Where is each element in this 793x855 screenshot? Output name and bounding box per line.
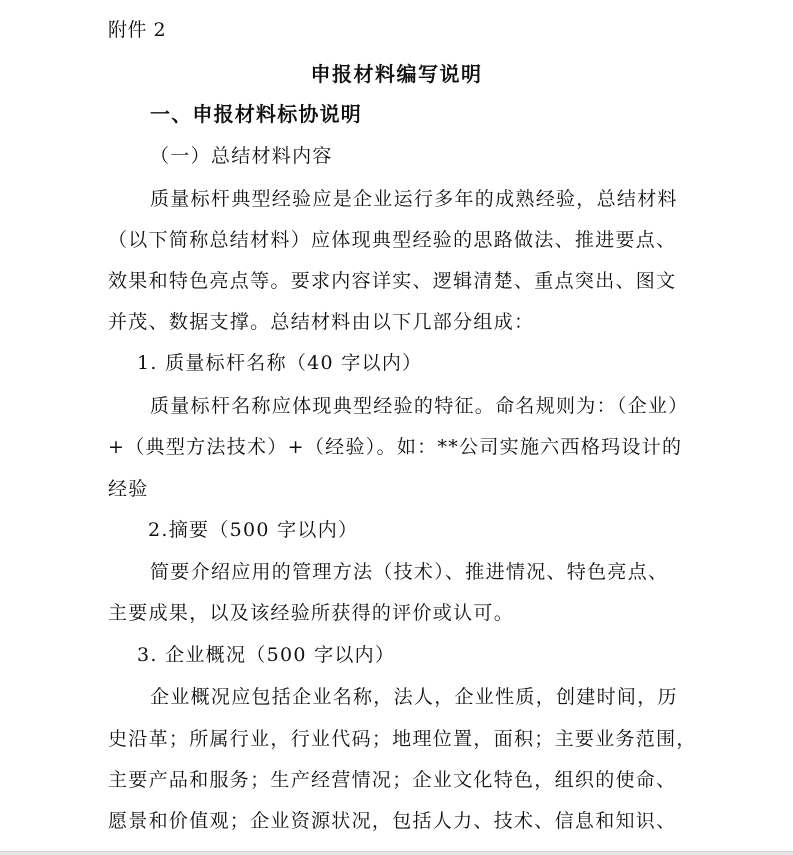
item-title: 2.摘要（500 字以内） <box>148 519 359 541</box>
paragraph-line: 质量标杆名称应体现典型经验的特征。命名规则为：（企业） <box>150 395 689 417</box>
paragraph-line: 效果和特色亮点等。要求内容详实、逻辑清楚、重点突出、图文 <box>108 270 677 292</box>
paragraph-line: 主要成果，以及该经验所获得的评价或认可。 <box>108 602 515 624</box>
paragraph-line: +（典型方法技术）+（经验）。如：**公司实施六西格玛设计的 <box>108 436 683 458</box>
attachment-label: 附件 2 <box>108 19 167 41</box>
paragraph-line: （以下简称总结材料）应体现典型经验的思路做法、推进要点、 <box>108 229 677 251</box>
item-title: 1. 质量标杆名称（40 字以内） <box>137 352 423 374</box>
paragraph-line: 经验 <box>108 478 149 500</box>
item-title: 3. 企业概况（500 字以内） <box>137 644 396 666</box>
paragraph-line: 愿景和价值观；企业资源状况，包括人力、技术、信息和知识、 <box>108 810 677 832</box>
paragraph-line: 简要介绍应用的管理方法（技术）、推进情况、特色亮点、 <box>150 561 669 583</box>
paragraph-line: 企业概况应包括企业名称，法人，企业性质，创建时间，历 <box>150 686 678 708</box>
paragraph-line: 史沿革；所属行业，行业代码；地理位置，面积；主要业务范围， <box>108 728 697 750</box>
subsection-heading: （一）总结材料内容 <box>150 145 333 167</box>
section-heading: 一、申报材料标协说明 <box>150 102 362 126</box>
document-title: 申报材料编写说明 <box>310 62 483 86</box>
paragraph-line: 并茂、数据支撑。总结材料由以下几部分组成： <box>108 311 535 333</box>
paragraph-line: 质量标杆典型经验应是企业运行多年的成熟经验，总结材料 <box>150 188 678 210</box>
paragraph-line: 主要产品和服务；生产经营情况；企业文化特色，组织的使命、 <box>108 769 677 791</box>
page-bottom-edge <box>0 851 793 855</box>
